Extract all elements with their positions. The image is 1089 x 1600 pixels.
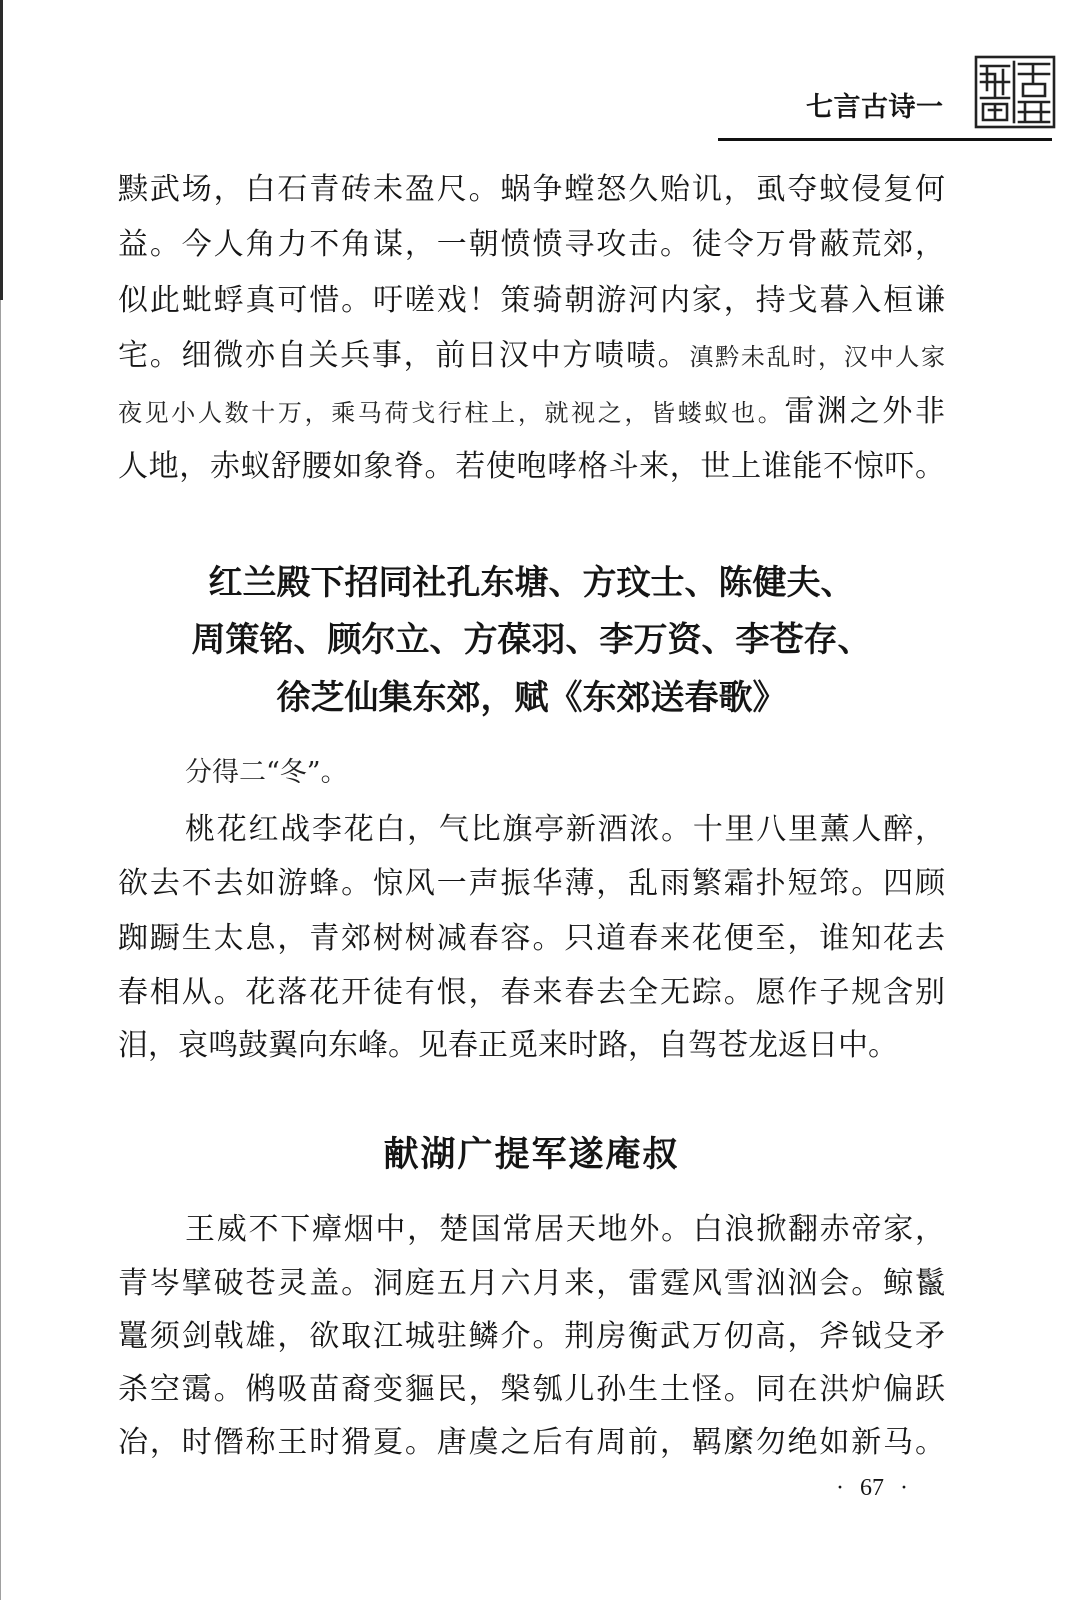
page-number: · 67 · (836, 1475, 908, 1501)
poem-line: 似此蚍蜉真可惜。吁嗟戏！策骑朝游河内家，持戈暮入桓谦 (118, 283, 947, 318)
poem-line: 青岑擘破苍灵盖。洞庭五月六月来，雷霆风雪汹汹会。鲸鬣 (118, 1266, 947, 1301)
poem-title-line: 红兰殿下招同社孔东塘、方玟士、陈健夫、 (208, 563, 855, 603)
running-title: 七言古诗一 (806, 92, 944, 123)
header-rule (718, 138, 1052, 141)
poem-line: 春相从。花落花开徒有恨，春来春去全无踪。愿作子规含别 (118, 975, 947, 1010)
poem-title-line: 徐芝仙集东郊，赋《东郊送春歌》 (276, 678, 787, 718)
poem-line: 鼍须剑戟雄，欲取江城驻鳞介。荆房衡武万仞高，斧钺殳矛 (118, 1319, 947, 1354)
poem-text: 宅。细微亦自关兵事，前日汉中方啧啧。 (118, 338, 690, 373)
poem-line: 黩武场，白石青砖未盈尺。蜗争螳怒久贻讥，虱夺蚊侵复何 (118, 172, 947, 207)
poem-line: 杀空霭。鸺吸苗裔变貙民，槃瓠儿孙生土怪。同在洪炉偏跃 (118, 1372, 947, 1407)
poem-line: 踟蹰生太息，青郊树树减春容。只道春来花便至，谁知花去 (118, 921, 947, 956)
annotation-note: 夜见小人数十万，乘马荷戈行柱上，就视之，皆蝼蚁也。 (118, 399, 785, 427)
poem-line: 冶，时僭称王时猾夏。唐虞之后有周前，羁縻勿绝如新马。 (118, 1425, 947, 1460)
annotation-note: 滇黔未乱时，汉中人家 (689, 343, 947, 371)
scan-edge-line (0, 300, 1, 1600)
poem-line (118, 392, 948, 432)
rhyme-note: 分得二“冬”。 (185, 757, 348, 788)
poem-title: 献湖广提军遂庵叔 (383, 1134, 680, 1175)
seal-emblem-icon (973, 54, 1057, 130)
poem-line: 桃花红战李花白，气比旗亭新酒浓。十里八里薰人醉， (185, 812, 947, 847)
poem-line: 益。今人角力不角谋，一朝愤愤寻攻击。徒令万骨蔽荒郊， (118, 227, 947, 262)
poem-line: 泪，哀鸣鼓翼向东峰。见春正觅来时路，自驾苍龙返日中。 (118, 1028, 898, 1063)
poem-title-line: 周策铭、顾尔立、方葆羽、李万资、李苍存、 (191, 620, 872, 660)
poem-line (118, 336, 945, 376)
poem-text: 雷渊之外非 (784, 394, 948, 429)
poem-line: 人地，赤蚁舒腰如象脊。若使咆哮格斗来，世上谁能不惊吓。 (118, 449, 946, 484)
poem-line: 欲去不去如游蜂。惊风一声振华薄，乱雨繁霜扑短筇。四顾 (118, 866, 947, 901)
poem-line: 王威不下瘴烟中，楚国常居天地外。白浪掀翻赤帝家， (185, 1212, 947, 1247)
scan-edge-shadow (0, 0, 3, 300)
